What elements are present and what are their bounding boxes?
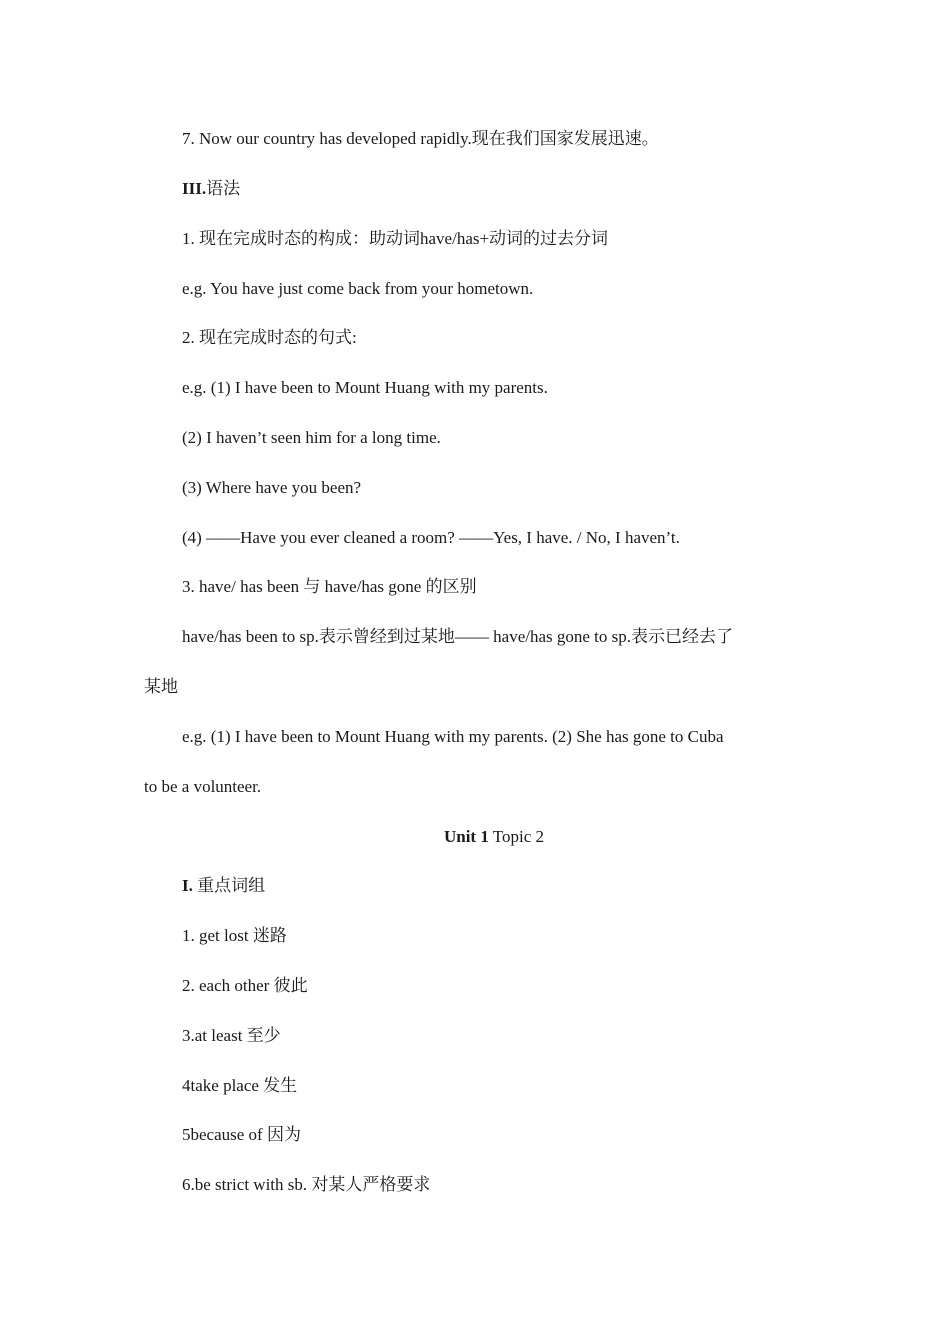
unit-label: Unit 1 (443, 827, 489, 846)
text-line: e.g. (1) I have been to Mount Huang with my parents. (2) She has gone to Cuba (182, 727, 724, 746)
section-number: I. (182, 876, 193, 895)
text-line: e.g. (1) I have been to Mount Huang with my parents. (182, 378, 548, 397)
phrase-item: 1. get lost 迷路 (182, 926, 287, 945)
text-line: e.g. You have just come back from your hometown. (182, 279, 534, 298)
section-heading (182, 178, 240, 200)
topic-label: Topic 2 (488, 827, 545, 846)
phrase-item: 4take place 发生 (182, 1076, 298, 1095)
phrase-item: 6.be strict with sb. 对某人严格要求 (182, 1175, 431, 1194)
text-line: (3) Where have you been? (182, 478, 362, 497)
text-line: 某地 (144, 677, 178, 696)
unit-heading (0, 826, 950, 848)
section-title: 重点词组 (192, 876, 266, 895)
text-line: 2. 现在完成时态的句式: (182, 328, 357, 347)
text-line: 7. Now our country has developed rapidly.现在我们国家发展迅速。 (182, 129, 659, 148)
text-line: 3. have/ has been 与 have/has gone 的区别 (182, 577, 477, 596)
phrase-item: 3.at least 至少 (182, 1026, 281, 1045)
text-line: to be a volunteer. (144, 777, 262, 796)
text-line: have/has been to sp.表示曾经到过某地—— have/has gone to sp.表示已经去了 (182, 627, 734, 646)
phrase-item: 2. each other 彼此 (182, 976, 308, 995)
section-number: III. (182, 179, 207, 198)
text-line: (4) ——Have you ever cleaned a room? ——Yes, I have. / No, I haven’t. (182, 528, 680, 547)
text-line: 1. 现在完成时态的构成：助动词have/has+动词的过去分词 (182, 229, 609, 248)
section-heading (182, 875, 265, 897)
section-title: 语法 (206, 179, 241, 198)
phrase-item: 5because of 因为 (182, 1125, 301, 1144)
text-line: (2) I haven’t seen him for a long time. (182, 428, 441, 447)
